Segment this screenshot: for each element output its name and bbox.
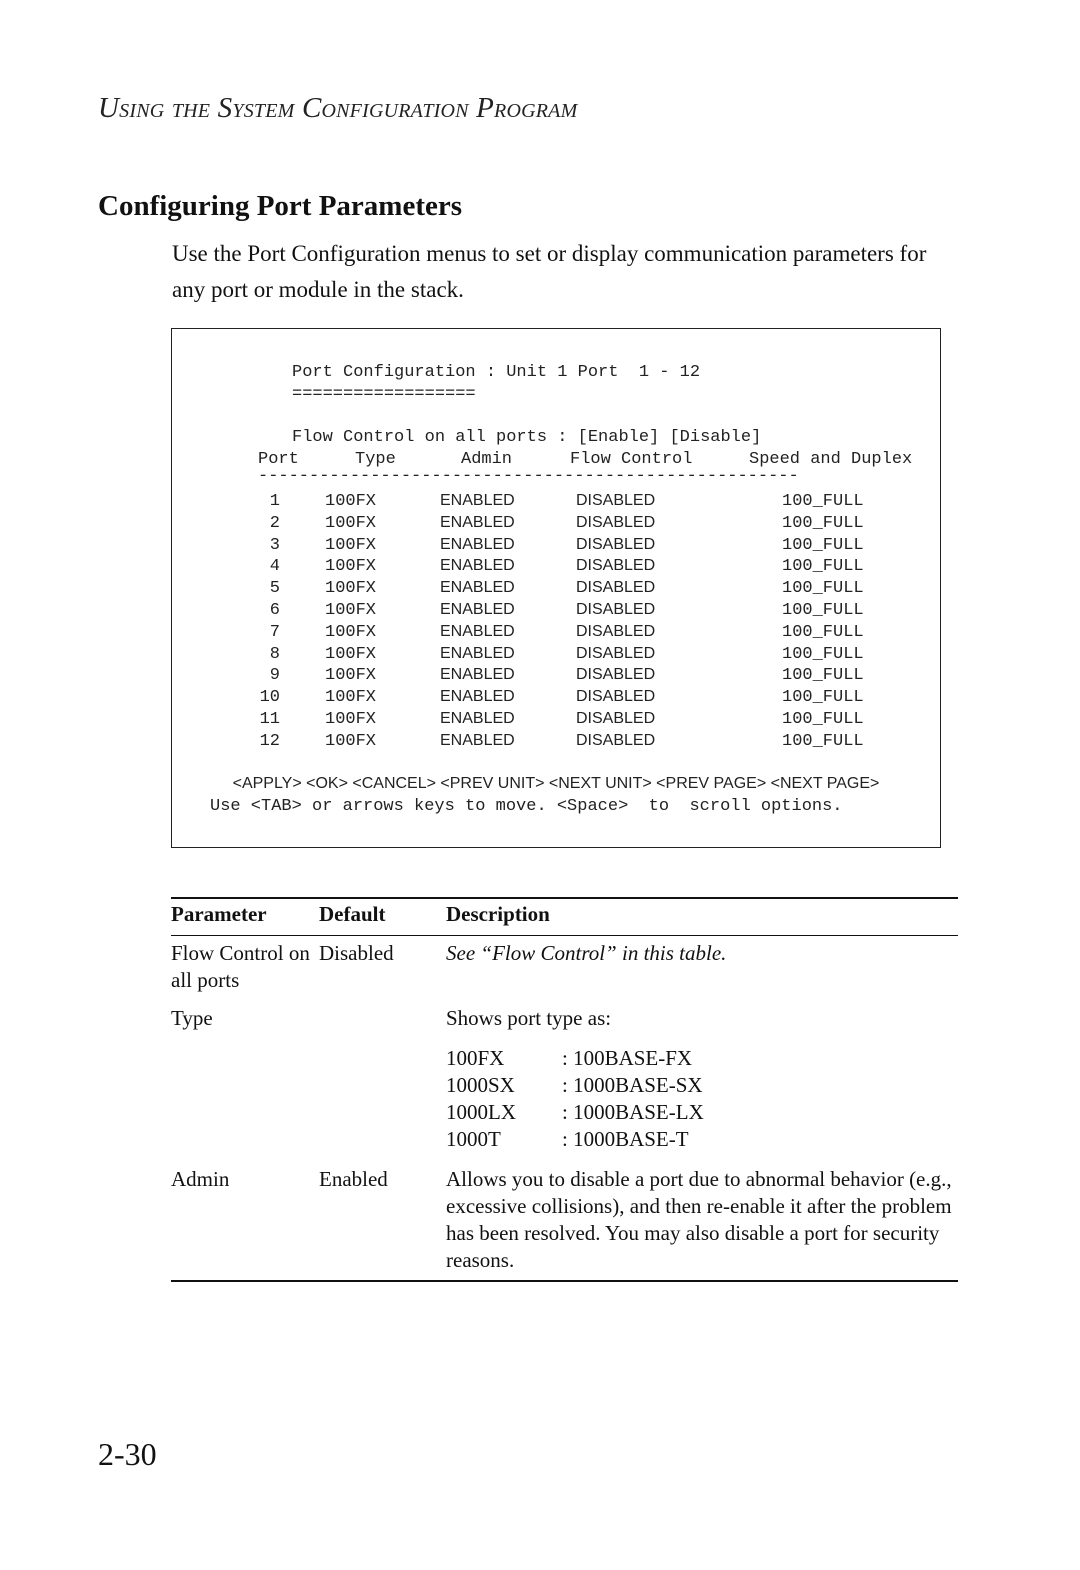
table-rule-mid <box>171 935 958 936</box>
port-number: 12 <box>259 731 280 751</box>
port-number: 5 <box>269 579 280 599</box>
port-number: 2 <box>269 513 280 533</box>
header-description: Description <box>446 902 550 926</box>
screen-title: Port Configuration : Unit 1 Port 1 - 12 <box>292 363 701 382</box>
type-code: 100FX <box>446 1046 505 1070</box>
port-number: 10 <box>259 688 280 708</box>
table-rule-bottom <box>171 1280 958 1282</box>
port-row[interactable] <box>172 666 940 688</box>
port-admin-status: ENABLED <box>440 601 515 618</box>
port-type: 100FX <box>325 710 377 729</box>
port-flow-control: DISABLED <box>576 644 656 662</box>
port-row[interactable] <box>172 536 940 558</box>
port-type: 100FX <box>325 731 377 751</box>
running-head: Using the System Configuration Program <box>98 92 578 124</box>
port-admin-status: ENABLED <box>440 688 515 706</box>
type-meaning: : 1000BASE-LX <box>562 1100 704 1124</box>
section-title: Configuring Port Parameters <box>98 190 463 222</box>
port-number: 7 <box>269 622 280 642</box>
port-speed-duplex: 100_FULL <box>782 601 864 620</box>
port-type: 100FX <box>325 492 377 511</box>
flow-control-description: See “Flow Control” in this table. <box>446 941 727 965</box>
port-speed-duplex: 100_FULL <box>782 513 864 533</box>
admin-default: Enabled <box>319 1167 388 1191</box>
port-number: 8 <box>269 644 280 664</box>
type-parameter: Type <box>171 1006 213 1030</box>
port-flow-control: DISABLED <box>576 710 656 727</box>
header-parameter: Parameter <box>171 902 267 926</box>
port-admin-status: ENABLED <box>440 492 515 509</box>
port-row[interactable] <box>172 492 940 514</box>
port-type: 100FX <box>325 513 377 533</box>
column-header-port: Port <box>258 450 299 469</box>
port-config-screen <box>171 328 941 848</box>
port-flow-control: DISABLED <box>576 666 656 684</box>
port-type: 100FX <box>325 557 377 577</box>
intro-paragraph: Use the Port Configuration menus to set or display communication parameters for any port or module in the stack. <box>172 241 927 302</box>
port-speed-duplex: 100_FULL <box>782 688 864 708</box>
flow-control-parameter: Flow Control on all ports <box>171 941 310 992</box>
port-flow-control: DISABLED <box>576 535 656 553</box>
port-flow-control: DISABLED <box>576 601 656 618</box>
port-number: 9 <box>269 666 280 686</box>
header-separator: ----------------------------------------------------- <box>258 467 799 486</box>
table-rule-top <box>171 897 958 899</box>
screen-title-underline: ================== <box>292 385 476 404</box>
port-row[interactable] <box>172 710 940 732</box>
port-row[interactable] <box>172 645 940 667</box>
type-meaning: : 100BASE-FX <box>562 1046 693 1070</box>
port-number: 4 <box>269 557 280 577</box>
port-row[interactable] <box>172 557 940 579</box>
port-number: 6 <box>269 601 280 620</box>
column-header-flow-control: Flow Control <box>570 450 693 469</box>
port-flow-control: DISABLED <box>576 622 656 640</box>
type-meaning: : 1000BASE-T <box>562 1127 689 1151</box>
port-number: 3 <box>269 535 280 555</box>
port-flow-control: DISABLED <box>576 492 656 509</box>
column-header-speed-duplex: Speed and Duplex <box>749 450 913 469</box>
page-number: 2-30 <box>98 1436 157 1472</box>
type-code: 1000SX <box>446 1073 515 1097</box>
port-row[interactable] <box>172 601 940 623</box>
port-speed-duplex: 100_FULL <box>782 557 864 577</box>
port-admin-status: ENABLED <box>440 666 515 684</box>
port-type: 100FX <box>325 688 377 708</box>
port-speed-duplex: 100_FULL <box>782 644 864 664</box>
column-header-type: Type <box>355 450 396 469</box>
port-type: 100FX <box>325 666 377 686</box>
admin-parameter: Admin <box>171 1167 230 1191</box>
port-speed-duplex: 100_FULL <box>782 535 864 555</box>
port-row[interactable] <box>172 579 940 601</box>
header-default: Default <box>319 902 386 926</box>
port-flow-control: DISABLED <box>576 688 656 706</box>
action-keys-line[interactable]: <APPLY> <OK> <CANCEL> <PREV UNIT> <NEXT UNIT> <PREV PAGE> <NEXT PAGE> <box>232 775 880 792</box>
port-admin-status: ENABLED <box>440 557 515 575</box>
port-admin-status: ENABLED <box>440 579 515 597</box>
port-type: 100FX <box>325 579 377 599</box>
port-type: 100FX <box>325 535 377 555</box>
port-admin-status: ENABLED <box>440 622 515 640</box>
admin-description: Allows you to disable a port due to abnormal behavior (e.g., excessive collisions), and then re-enable it after the problem has been resolved. You may also disable a port for security reasons. <box>446 1167 952 1272</box>
port-row[interactable] <box>172 514 940 536</box>
port-row[interactable] <box>172 688 940 710</box>
port-flow-control: DISABLED <box>576 513 656 531</box>
type-code: 1000LX <box>446 1100 516 1124</box>
port-admin-status: ENABLED <box>440 644 515 662</box>
port-flow-control: DISABLED <box>576 557 656 575</box>
column-header-admin: Admin <box>461 450 513 469</box>
port-speed-duplex: 100_FULL <box>782 579 864 599</box>
port-admin-status: ENABLED <box>440 513 515 531</box>
flow-control-all-ports-line[interactable]: Flow Control on all ports : [Enable] [Disable] <box>292 428 762 447</box>
port-flow-control: DISABLED <box>576 731 656 749</box>
flow-control-default: Disabled <box>319 941 394 965</box>
type-meaning: : 1000BASE-SX <box>562 1073 703 1097</box>
port-speed-duplex: 100_FULL <box>782 731 864 751</box>
type-description: Shows port type as: <box>446 1006 612 1030</box>
port-speed-duplex: 100_FULL <box>782 666 864 686</box>
port-row[interactable] <box>172 623 940 645</box>
port-admin-status: ENABLED <box>440 731 515 749</box>
help-line: Use <TAB> or arrows keys to move. <Space> to scroll options. <box>210 797 843 816</box>
port-row[interactable] <box>172 732 940 754</box>
port-flow-control: DISABLED <box>576 579 656 597</box>
port-type: 100FX <box>325 601 377 620</box>
port-type: 100FX <box>325 644 377 664</box>
port-speed-duplex: 100_FULL <box>782 710 864 729</box>
port-speed-duplex: 100_FULL <box>782 622 864 642</box>
type-code: 1000T <box>446 1127 501 1151</box>
port-number: 11 <box>259 710 280 729</box>
port-type: 100FX <box>325 622 377 642</box>
port-admin-status: ENABLED <box>440 535 515 553</box>
port-admin-status: ENABLED <box>440 710 515 727</box>
port-speed-duplex: 100_FULL <box>782 492 864 511</box>
port-number: 1 <box>269 492 280 511</box>
